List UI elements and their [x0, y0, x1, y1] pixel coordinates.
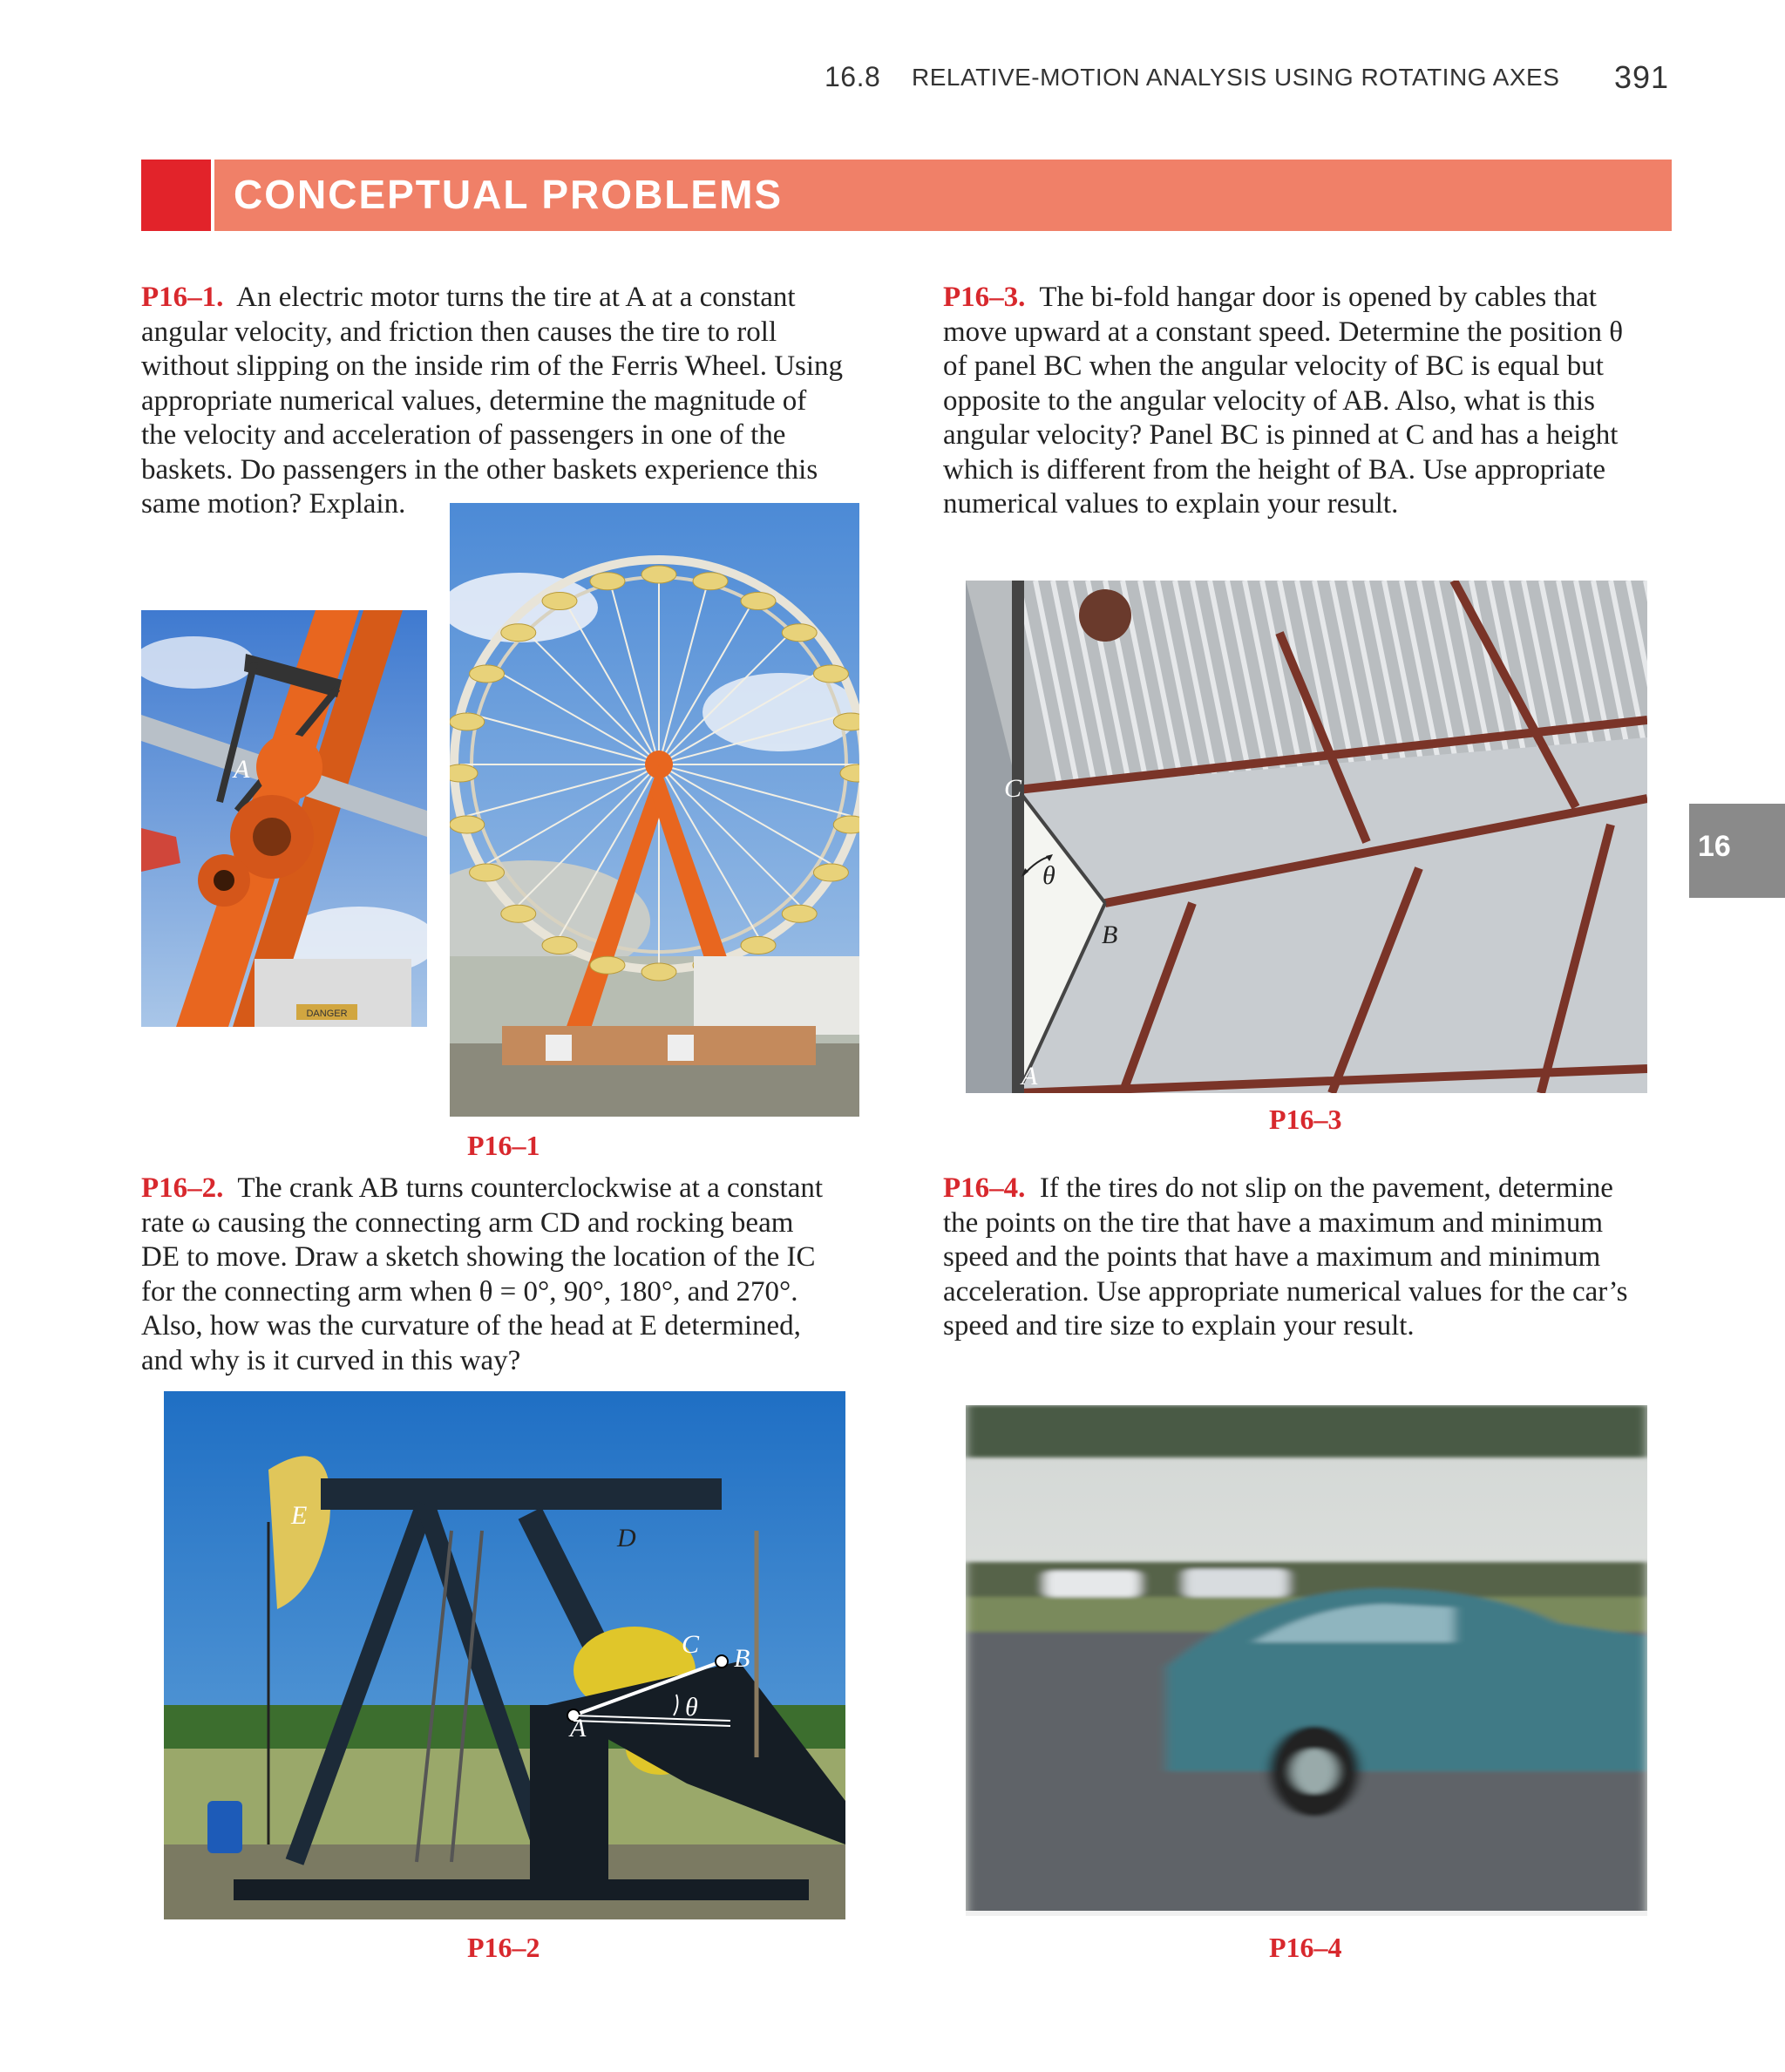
problem-line: appropriate numerical values, determine the magnitude of [141, 384, 807, 417]
problem-line: If the tires do not slip on the pavement, determine [1039, 1172, 1613, 1204]
section-number: 16.8 [825, 61, 881, 92]
fig-label-b: B [1102, 921, 1118, 949]
problem-line: angular velocity, and friction then causes the tire to roll [141, 316, 777, 348]
problem-line: of panel BC when the angular velocity of BC is equal but [943, 350, 1604, 382]
section-title: RELATIVE-MOTION ANALYSIS USING ROTATING AXES [912, 64, 1560, 91]
problem-line: and why is it curved in this way? [141, 1344, 521, 1376]
problem-line: move upward at a constant speed. Determine the position θ [943, 316, 1624, 348]
problem-line: without slipping on the inside rim of the Ferris Wheel. Using [141, 350, 844, 382]
problem-id: P16–2. [141, 1172, 224, 1204]
problem-line: DE to move. Draw a sketch showing the location of the IC [141, 1241, 816, 1273]
problem-line: same motion? Explain. [141, 488, 406, 520]
banner-title: CONCEPTUAL PROBLEMS [234, 172, 784, 217]
problem-p16-2 [141, 1172, 868, 1378]
danger-sign: DANGER [306, 1009, 348, 1019]
banner-accent-block [141, 160, 211, 231]
problem-line: the velocity and acceleration of passengers in one of the [141, 419, 786, 451]
problem-line: baskets. Do passengers in the other baskets experience this [141, 453, 818, 486]
problem-line: angular velocity? Panel BC is pinned at C and has a height [943, 419, 1619, 451]
problem-line: opposite to the angular velocity of AB. Also, what is this [943, 384, 1595, 417]
chapter-tab-number: 16 [1698, 830, 1731, 863]
photo-hangar-door [966, 581, 1647, 1093]
figure-caption-p16-3: P16–3 [1269, 1104, 1342, 1135]
problem-line: acceleration. Use appropriate numerical values for the car’s [943, 1275, 1628, 1308]
problem-p16-1 [141, 281, 868, 522]
fig-label-theta: θ [1042, 861, 1055, 890]
figure-caption-p16-1: P16–1 [467, 1130, 540, 1161]
problem-line: rate ω causing the connecting arm CD and rocking beam [141, 1206, 794, 1239]
problem-line: for the connecting arm when θ = 0°, 90°, 180°, and 270°. [141, 1275, 798, 1308]
figure-caption-p16-2: P16–2 [467, 1932, 540, 1963]
fig-label-a: A [1021, 1062, 1038, 1090]
fig-label-d: D [617, 1524, 636, 1552]
photo-motor-closeup [141, 610, 427, 1027]
photo-ferris-wheel [450, 503, 859, 1117]
figure-caption-p16-4: P16–4 [1269, 1932, 1342, 1963]
problem-line: the points on the tire that have a maximum and minimum [943, 1206, 1604, 1239]
problem-line: speed and tire size to explain your result. [943, 1310, 1415, 1342]
fig-label-b: B [734, 1644, 750, 1673]
fig-label-c: C [682, 1630, 700, 1659]
problem-line: which is different from the height of BA. Use appropriate [943, 453, 1606, 486]
fig-label-a: A [234, 755, 250, 784]
problem-p16-4 [943, 1172, 1672, 1344]
theta-arrow-icon [1020, 853, 1055, 879]
problem-line: An electric motor turns the tire at A at a constant [236, 282, 796, 313]
problem-line: The crank AB turns counterclockwise at a constant [237, 1172, 824, 1204]
fig-label-e: E [291, 1501, 308, 1530]
fig-label-a: A [570, 1714, 587, 1743]
photo-moving-car [966, 1405, 1647, 1916]
problem-id: P16–4. [943, 1172, 1026, 1204]
problem-id: P16–3. [943, 282, 1026, 313]
problem-line: Also, how was the curvature of the head at E determined, [141, 1310, 801, 1342]
fig-label-c: C [1004, 774, 1022, 803]
fig-label-theta: θ [685, 1693, 698, 1722]
problem-line: speed and the points that have a maximum and minimum [943, 1241, 1601, 1273]
problem-id: P16–1. [141, 282, 224, 313]
problem-p16-3 [943, 281, 1672, 522]
problem-line: The bi-fold hangar door is opened by cables that [1039, 282, 1597, 313]
page-number: 391 [1614, 59, 1670, 95]
problem-line: numerical values to explain your result. [943, 488, 1399, 520]
